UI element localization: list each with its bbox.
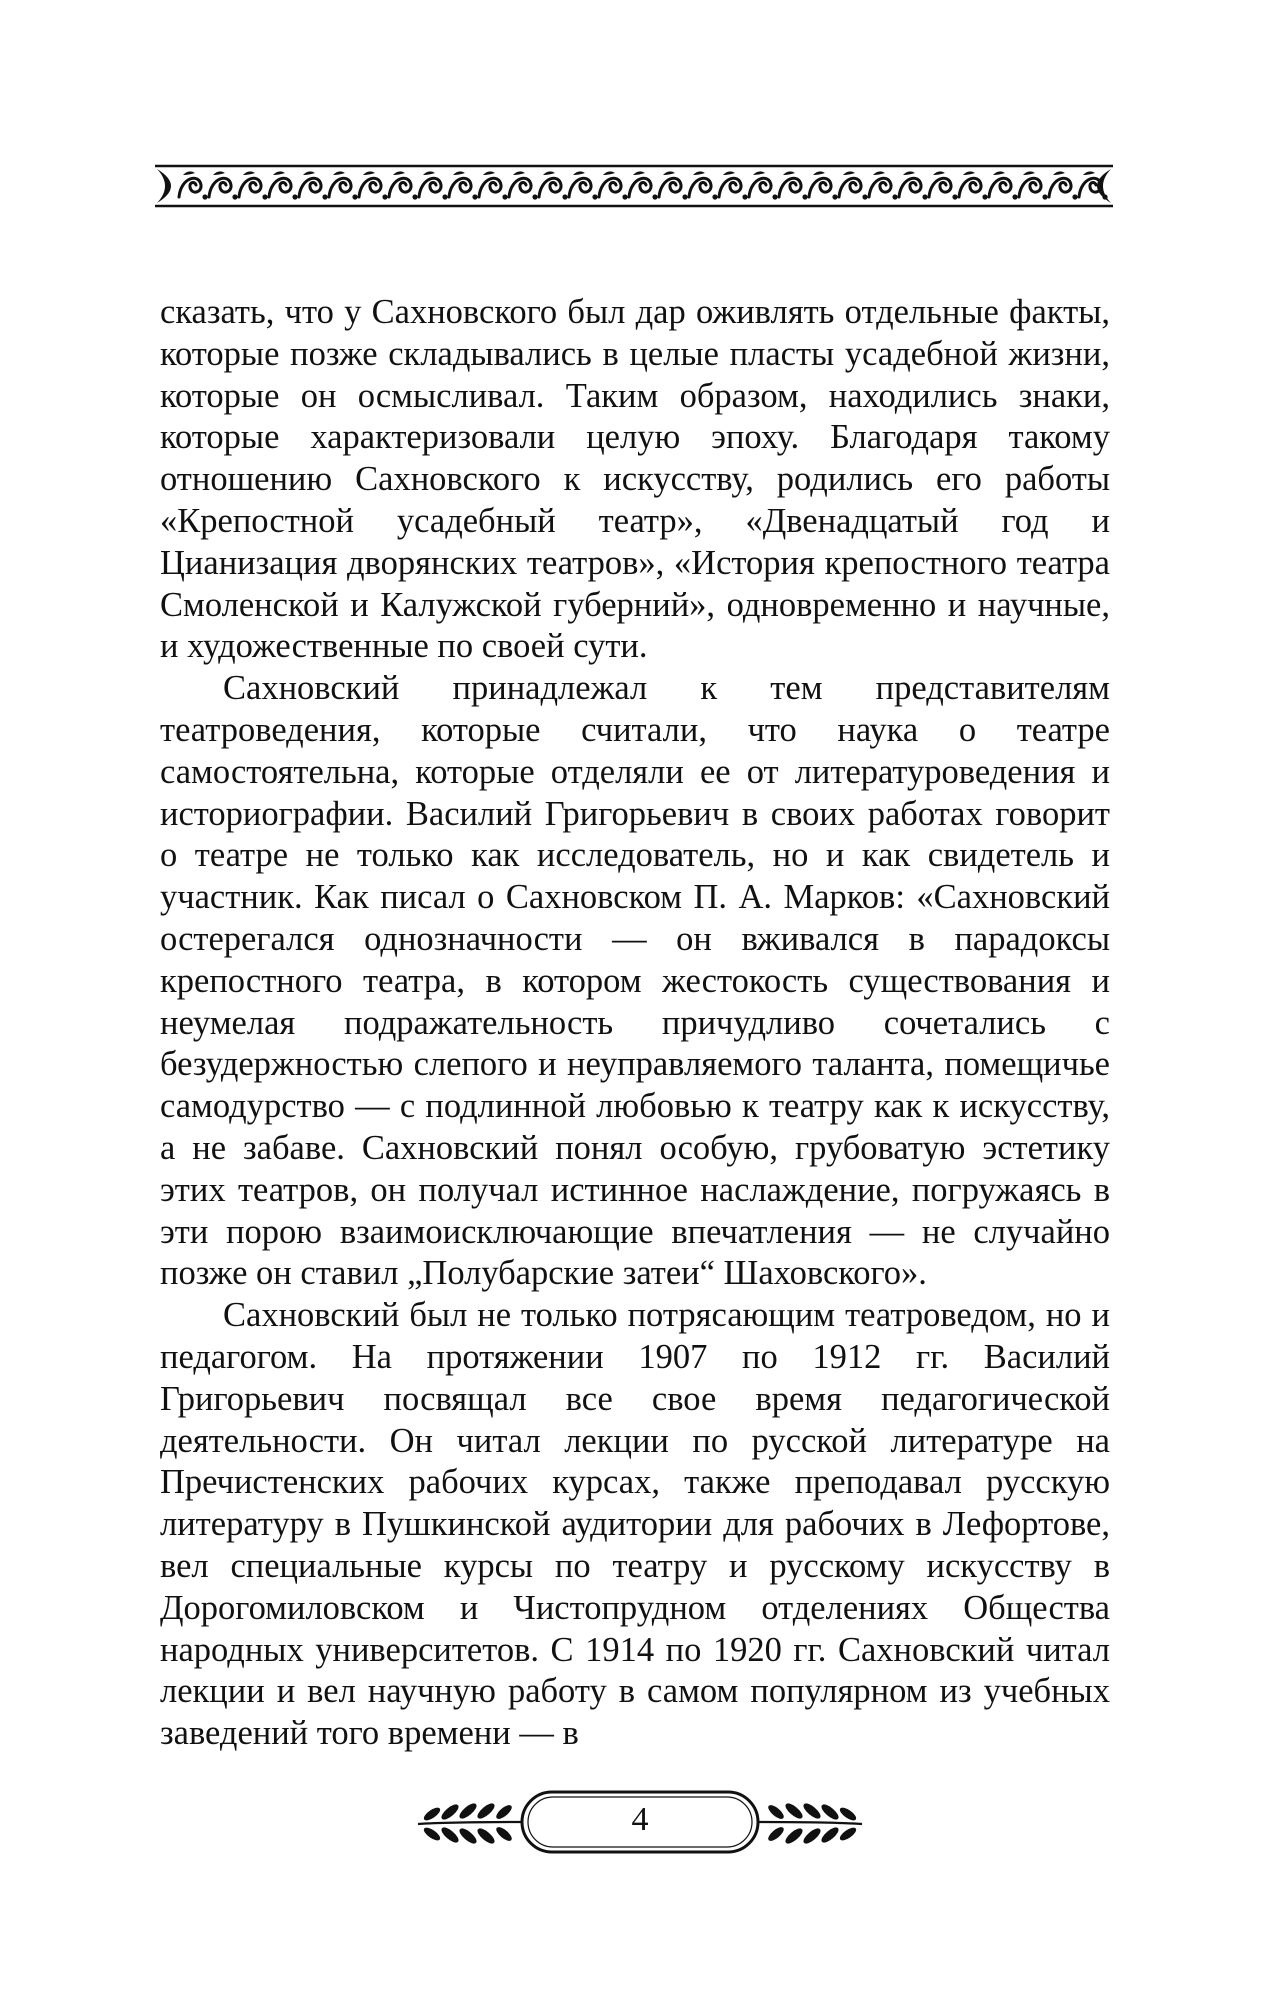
header-ornament (155, 163, 1113, 209)
scroll-motif-icon (599, 171, 628, 199)
page-number: 4 (631, 1801, 649, 1838)
paragraph-2: Сахновский принадлежал к тем представителям театроведения, которые считали, что наука о театре самостоятельна, которые отделяли ее от литературоведения и историографии. Василий Григорьевич в своих работах говорит о театре не только как исследователь, но и как свидетель и участник. Как писал о Сахновском П. А. Марков: «Сахновский остерегался однозначности — он вживался в парадоксы крепостного театра, в котором жестокость существования и неумелая подражательность причудливо сочетались с безудержностью слепого и неуправляемого таланта, помещичье самодурство — с подлинной любовью к театру как к искусству, а не забаве. Сахновский понял особую, грубоватую эстетику этих театров, он получал истинное наслаждение, погружаясь в эти порою взаимоисключающие впечатления — не случайно позже он ставил „Полубарские затеи“ Шаховского». (160, 669, 1110, 1293)
header-end-cap-left (157, 169, 171, 203)
scroll-motif-icon (239, 171, 268, 199)
scroll-motif-icon (959, 171, 988, 199)
scroll-motif-icon (929, 171, 958, 199)
scroll-motif-icon (389, 171, 418, 199)
scroll-motif-icon (839, 171, 868, 199)
scroll-motif-icon (989, 171, 1018, 199)
scroll-motif-icon (419, 171, 448, 199)
scroll-motif-icon (899, 171, 928, 199)
scroll-motif-icon (329, 171, 358, 199)
scroll-motif-icon (689, 171, 718, 199)
scroll-motif-icon (479, 171, 508, 199)
page-body (160, 292, 1110, 1755)
scroll-motif-icon (179, 171, 208, 199)
scroll-motif-icon (749, 171, 778, 199)
scroll-motif-icon (1019, 171, 1048, 199)
laurel-left-icon (418, 1802, 522, 1846)
scroll-motif-icon (509, 171, 538, 199)
laurel-right-icon (758, 1802, 862, 1846)
scroll-motif-icon (809, 171, 838, 199)
paragraph-3: Сахновский был не только потрясающим театроведом, но и педагогом. На протяжении 1907 по 1912 гг. Василий Григорьевич посвящал все свое время педагогической деятельности. Он читал лекции по русской литературе на Пречистенских рабочих курсах, также преподавал русскую литературу в Пушкинской аудитории для рабочих в Лефортове, вел специальные курсы по театру и русскому искусству в Дорогомиловском и Чистопрудном отделениях Общества народных университетов. С 1914 по 1920 гг. Сахновский читал лекции и вел научную работу в самом популярном из учебных заведений того времени — в (160, 1296, 1110, 1753)
scroll-motif-icon (209, 171, 238, 199)
scroll-motif-icon (269, 171, 298, 199)
scroll-motif-icon (449, 171, 478, 199)
scroll-motif-icon (569, 171, 598, 199)
scroll-motif-icon (539, 171, 568, 199)
scroll-motif-icon (719, 171, 748, 199)
scroll-motif-icon (1049, 171, 1078, 199)
scroll-motif-icon (359, 171, 388, 199)
paragraph-1: сказать, что у Сахновского был дар оживлять отдельные факты, которые позже складывались в целые пласты усадебной жизни, которые он осмысливал. Таким образом, находились знаки, которые характеризовали целую эпоху. Благодаря такому отношению Сахновского к искусству, родились его работы «Крепостной усадебный театр», «Двенадцатый год и Цианизация дворянских театров», «История крепостного театра Смоленской и Калужской губерний», одновременно и научные, и художественные по своей сути. (160, 293, 1110, 666)
scroll-motif-icon (779, 171, 808, 199)
scroll-motif-icon (869, 171, 898, 199)
scroll-motif-icon (629, 171, 658, 199)
scroll-motif-icon (299, 171, 328, 199)
header-ornament-graphic (155, 163, 1113, 209)
scroll-motif-icon (659, 171, 688, 199)
